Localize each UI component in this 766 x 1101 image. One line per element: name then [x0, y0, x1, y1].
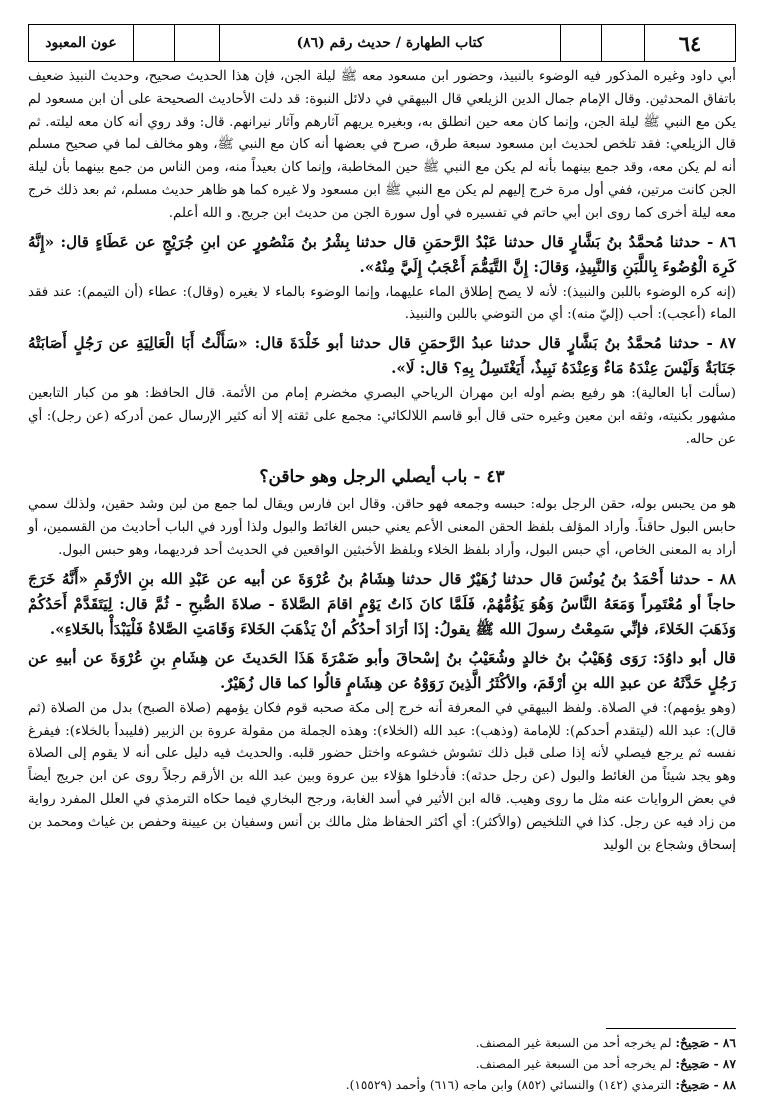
commentary-paragraph: أبي داود وغيره المذكور فيه الوضوء بالنبيذ، وحضور ابن مسعود معه ﷺ ليلة الجن، فإن هذا الحديث صحيح، وحديث النبيذ ضعيف باتفاق المحدثين. وقال الإمام جمال الدين الزيلعي قال البيهقي في دلائل النبوة: قد دلت الأحاديث الصحيحة على أن ابن مسعود لم يكن مع النبي ﷺ ليلة الجن، وإنما كان معه حين انطلق به، وبغيره يريهم آثارهم وآثار نيرانهم. قال: وقد روي أنه كان معه ليلته. ثم قال الزيلعي: فقد تلخص لحديث ابن مسعود سبعة طرق، صرح في بعضها أنه كان مع النبي ﷺ، وهو مخالف لما في صحيح مسلم أنه لم يكن معه، وقد جمع بينهما بأنه لم يكن مع النبي ﷺ حين المخاطبة، وإنما كان بعيداً منه، ومن الناس من جمع بينهما بأن ليلة الجن كانت مرتين، ففي أول مرة خرج إليهم لم يكن مع النبي ﷺ ابن مسعود ولا غيره كما هو ظاهر حديث مسلم، ثم بعد ذلك خرج معه ليلة أخرى كما روى ابن أبي حاتم في تفسيره في أول سورة الجن من حديث ابن جريج. و الله أعلم.	[28, 69, 736, 221]
header-cell-empty	[560, 25, 601, 61]
footnote-grade: صَحِيحٌ:	[675, 1078, 710, 1092]
hadith-88	[28, 567, 736, 642]
footnote	[28, 1033, 736, 1054]
commentary-paragraph: (إنه كره الوضوء باللبن والنبيذ): لأنه لا يصح إطلاق الماء عليهما، وإنما الوضوء بالماء لا بغيره (وقال): عطاء (أن التيمم): عند فقد الماء (أعجب): أحب (إليّ منه): أي من التوضي باللبن والنبيذ.	[28, 284, 736, 323]
footnote-text: الترمذي (١٤٢) والنسائي (٨٥٢) وابن ماجه (٦١٦) وأحمد (١٥٥٢٩).	[345, 1078, 672, 1092]
footnote-grade: صَحِيحٌ:	[675, 1057, 710, 1071]
commentary-paragraph: (وهو يؤمهم): في الصلاة. ولفظ البيهقي في المعرفة أنه خرج إلى مكة صحبه قوم فكان يؤمهم (صلاة الصبح) بدل من الصلاة (ثم قال): عبد الله (ليتقدم أحدكم): للإمامة (وذهب): عبد الله (الخلاء): وهذه الجملة من مقولة عروة بن الزبير (فليبدأ بالخلاء): فيفرغ نفسه ثم يرجع فيصلي لأنه إذا صلى قبل ذلك تشوش خشوعه واختل حضور قلبه. والحديث فيه دليل على أنه لا يقوم إلى الصلاة وهو يجد شيئاً من الغائط والبول (عن رجل حدثه): فأدخلوا هؤلاء بين عروة وبين عبد الله بن الأرقم رجلاً روى عن ابن جريج أيضاً في بعض الروايات عنه مثل ما روى وهيب. قاله ابن الأثير في أسد الغابة، ورجح البخاري فيما حكاه الترمذي في العلل المفرد رواية من زاد فيه عن رجل. كذا في التلخيص (والأكثر): أي أكثر الحفاظ مثل مالك بن أنس وسفيان بن عيينة وحفص بن غياث ومحمد بن إسحاق وشجاع بن الوليد	[28, 700, 736, 853]
hadith-isnad: ٨٧ - حدثنا مُحمَّدُ بنُ بَشَّارٍ قال حدثنا عبدُ الرَّحمَنِ قال حدثنا أبو خَلْدَةَ قال:	[254, 334, 736, 353]
footnotes	[28, 1028, 736, 1096]
header-cell-empty	[174, 25, 219, 61]
section-title: كتاب الطهارة / حديث رقم (٨٦)	[219, 25, 560, 61]
footnote-divider	[606, 1028, 736, 1029]
page-body	[28, 66, 736, 857]
hadith-matn: «إِنَّهُ كَرِهَ الْوُضُوءَ بِاللَّبَنِ وَالنَّبِيذِ، وَقالَ: إِنَّ التَّيَمُّمَ أَعْجَبُ إِلَيَّ مِنْهُ».	[28, 232, 736, 276]
header-cell-empty	[601, 25, 644, 61]
abu-dawud-comment: قال أبو داوُدَ: رَوَى وُهَيْبُ بنُ خالدٍ وشُعَيْبُ بنُ إسْحاقَ وأبو ضَمْرَةَ هَذَا الحَديثَ عن هِشَامِ بنِ عُرْوَةَ عن أبيهِ عن رَجُلٍ حَدَّثَهُ عن عبدِ الله بنِ أرْقَمَ، والأكْثَرُ الَّذِينَ رَوَوْهُ عن هِشَامٍ قالُوا كما قال زُهَيْرٌ.	[28, 648, 736, 692]
hadith-matn: «سَأَلْتُ أَبَا الْعَالِيَةِ عن رَجُلٍ أَصَابَتْهُ جَنَابَةٌ وَلَيْسَ عِنْدَهُ مَاءٌ وَعِنْدَهُ نَبِيذٌ، أَيَغْتَسِلُ بِهِ؟ قال: لَا».	[28, 334, 736, 378]
page-number: ٦٤	[644, 25, 735, 61]
chapter-explanation: هو من يحبس بوله، حقن الرجل بوله: حبسه وجمعه فهو حاقن. وقال ابن فارس ويقال لما جمع من لبن وشد حقين، ولذلك سمي حابس البول حاقناً. وأراد المؤلف بلفظ الحقن المعنى الأعم يعني حبس الغائط والبول ولذا أورد في الباب أحاديث من القسمين، أو أراد به المعنى الخاص، أي حبس البول، وأراد بلفظ الخلاء وبلفظ الأخبثين الواقعين في الحديث أحد فرديهما، وهو حبس البول.	[28, 497, 736, 558]
footnote-number: ٨٨ -	[713, 1078, 736, 1092]
footnote-text: لم يخرجه أحد من السبعة غير المصنف.	[475, 1057, 672, 1071]
footnote-text: لم يخرجه أحد من السبعة غير المصنف.	[475, 1036, 672, 1050]
hadith-isnad: ٨٨ - حدثنا أَحْمَدُ بنُ يُونُسَ قال حدثنا زُهَيْرٌ قال حدثنا هِشَامُ بنُ عُرْوَةَ عن أبيه عن عَبْدِ الله بنِ الأرْقَمِ	[94, 569, 736, 588]
footnote-grade: صَحِيحٌ:	[675, 1036, 710, 1050]
hadith-86	[28, 230, 736, 280]
chapter-heading: ٤٣ - باب أيصلي الرجل وهو حاقن؟	[259, 466, 505, 487]
page	[28, 24, 736, 1092]
footnote-number: ٨٧ -	[713, 1057, 736, 1071]
hadith-87	[28, 331, 736, 381]
page-header	[28, 24, 736, 62]
footnote	[28, 1075, 736, 1096]
book-title: عون المعبود	[45, 35, 117, 51]
footnote	[28, 1054, 736, 1075]
hadith-matn: «أَنَّهُ خَرَجَ حاجاً أو مُعْتَمِراً وَمَعَهُ النَّاسُ وَهُوَ يَؤُمُّهُمْ، فَلَمَّا كانَ ذَاتُ يَوْمٍ اقامَ الصَّلاةَ - صلاةَ الصُّبحِ - ثُمَّ قال: لِيَتَقَدَّمْ أَحَدُكُمْ وَذَهَبَ الخَلاءَ، فإنِّي سَمِعْتُ رسولَ الله ﷺ يقولُ: إذَا أرَادَ أحدُكُم أنْ يَذْهَبَ الخَلاءَ وَقَامَتِ الصَّلاةُ فَلْيَبْدَأْ بالخَلاءِ».	[28, 569, 736, 638]
hadith-isnad: ٨٦ - حدثنا مُحمَّدُ بنُ بَشَّارٍ قال حدثنا عَبْدُ الرَّحمَنِ قال حدثنا بِشْرُ بنُ مَنْصُورٍ عن ابنِ جُرَيْجٍ عن عَطَاءٍ قال:	[60, 232, 736, 251]
header-cell-empty	[133, 25, 174, 61]
footnote-number: ٨٦ -	[713, 1036, 736, 1050]
commentary-paragraph: (سألت أبا العالية): هو رفيع بضم أوله ابن مهران الرياحي البصري مخضرم إمام من الأئمة. قال الحافظ: هو من كبار التابعين مشهور بكنيته، وثقه ابن معين وغيره حتى قال أبو قاسم اللالكائي: مجمع على ثقته إلا أنه كثير الإرسال عمن أدركه (عن رجل): أي عن حاله.	[28, 386, 736, 447]
